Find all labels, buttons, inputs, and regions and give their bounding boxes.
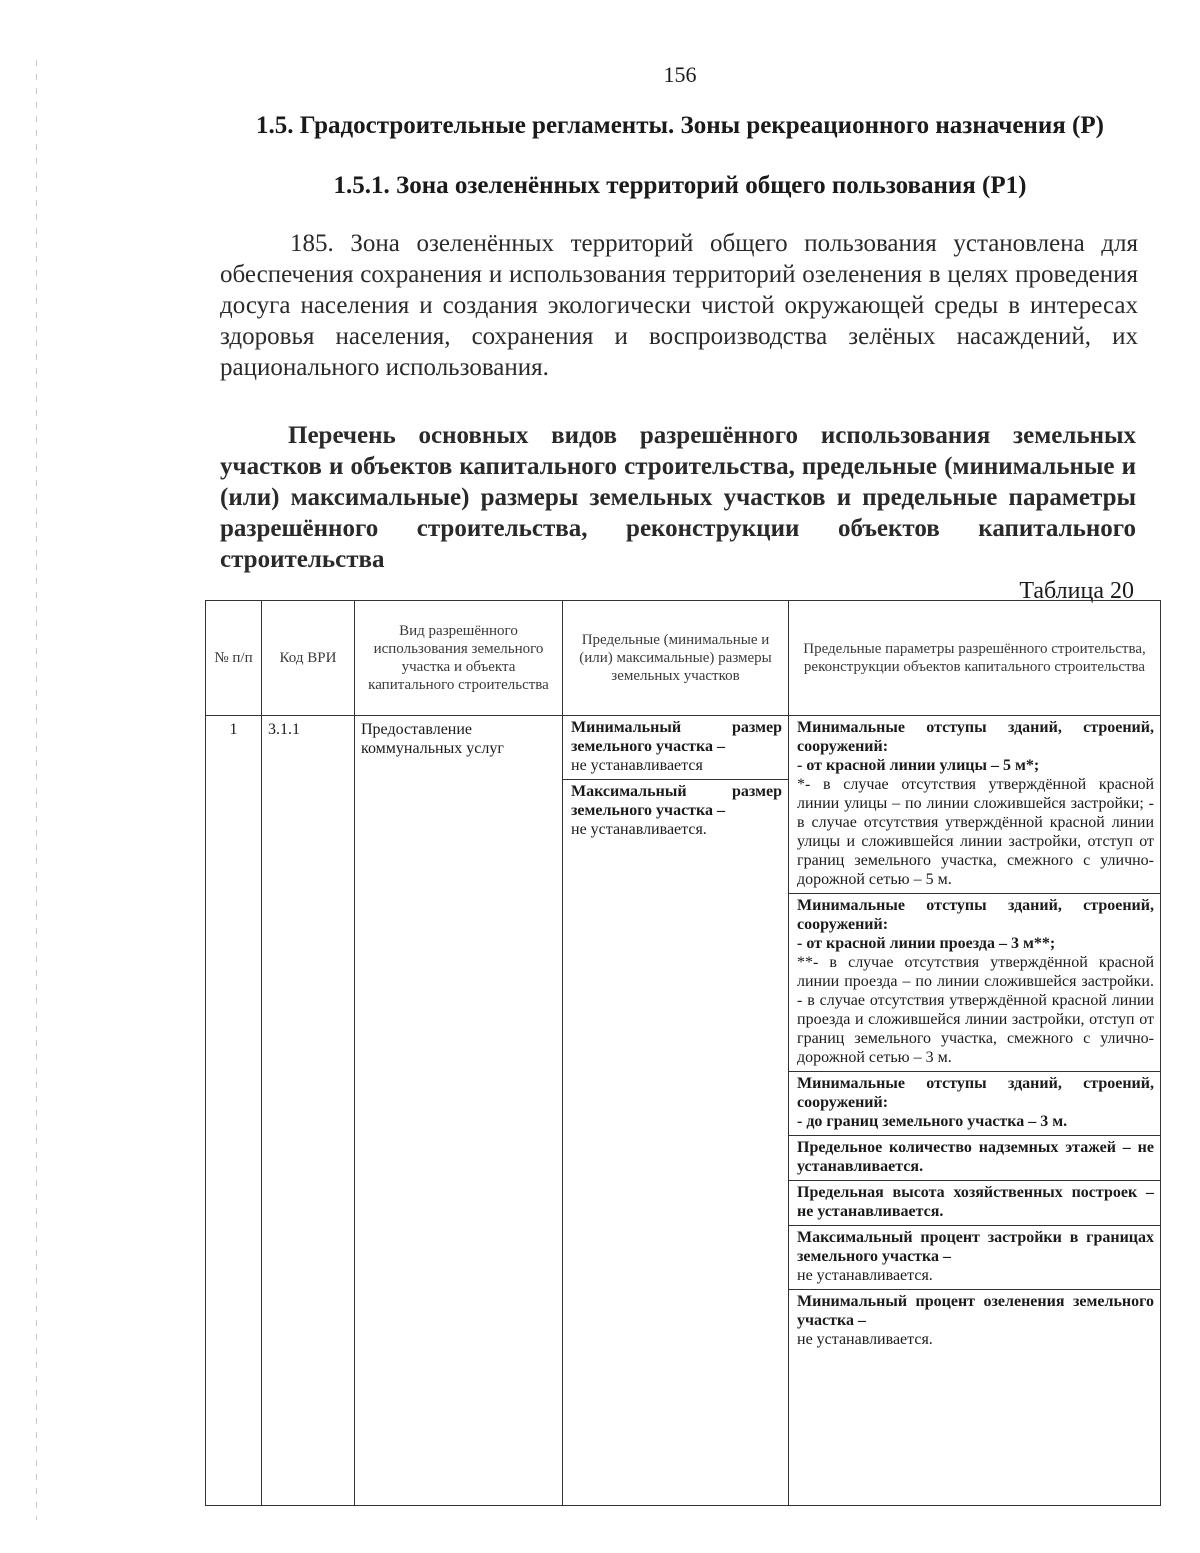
param-text: не устанавливается. [797,1267,933,1284]
scan-margin-line [36,60,37,1520]
header-code: Код ВРИ [262,601,355,716]
param-item [789,716,1160,894]
param-text: не устанавливается. [797,1331,933,1348]
size-item-value: не устанавливается [571,757,703,774]
param-red-line: - до границ земельного участка – 3 м. [797,1113,1068,1130]
param-item [789,894,1160,1072]
table-row [206,716,1161,1506]
table-header-row [206,601,1161,716]
param-item [789,1290,1160,1353]
size-item-min [563,716,788,780]
cell-code: 3.1.1 [262,716,355,1506]
param-item [789,1181,1160,1226]
param-label: Минимальные отступы зданий, строений, сооружений: [797,719,1154,755]
param-text: **- в случае отсутствия утверждённой красной линии проезда – по линии сложившейся застройки. - в случае отсутствия утверждённой красной линии проезда и сложившейся линии застройки, отступ от границ земельного участка, смежного с улично-дорожной сетью – 3 м. [797,954,1154,1066]
param-label: Минимальный процент озеленения земельного участка – [797,1293,1154,1329]
size-item-label: Минимальный размер земельного участка – [571,719,782,755]
page-number: 156 [663,62,697,87]
param-red-line: - от красной линии проезда – 3 м**; [797,935,1056,952]
list-title: Перечень основных видов разрешённого использования земельных участков и объектов капитального строительства, предельные (минимальные и (или) максимальные) размеры земельных участков и предельные параметры разрешённого строительства, реконструкции объектов капитального строительства [220,422,1136,573]
param-item [789,1226,1160,1290]
param-label: Минимальные отступы зданий, строений, сооружений: [797,897,1154,933]
param-label: Предельное количество надземных этажей – не устанавливается. [797,1139,1154,1175]
header-num: № п/п [206,601,262,716]
table-caption: Таблица 20 [1019,578,1134,604]
param-text: *- в случае отсутствия утверждённой красной линии улицы – по линии сложившейся застройки; - в случае отсутствия утверждённой красной линии улицы и сложившейся линии застройки, отступ от границ земельного участка, смежного с улично-дорожной сетью – 5 м. [797,776,1154,888]
size-item-max [563,780,788,843]
cell-num: 1 [206,716,262,1506]
cell-params [789,716,1161,1506]
param-red-line: - от красной линии улицы – 5 м*; [797,757,1040,774]
param-label: Предельная высота хозяйственных построек – не устанавливается. [797,1184,1154,1220]
cell-use: Предоставление коммунальных услуг [355,716,563,1506]
header-sizes: Предельные (минимальные и (или) максимальные) размеры земельных участков [563,601,789,716]
size-item-label: Максимальный размер земельного участка – [571,783,782,819]
param-label: Минимальные отступы зданий, строений, сооружений: [797,1075,1154,1111]
zone-description-paragraph: 185. Зона озеленённых территорий общего пользования установлена для обеспечения сохранения и использования территорий озеленения в целях проведения досуга населения и создания экологически чистой окружающей среды в интересах здоровья населения, сохранения и воспроизводства зелёных насаждений, их рационального использования. [220,230,1138,381]
param-label: Максимальный процент застройки в границах земельного участка – [797,1229,1154,1265]
param-item [789,1136,1160,1181]
size-item-value: не устанавливается. [571,821,707,838]
regulations-table [205,600,1161,1506]
header-params: Предельные параметры разрешённого строительства, реконструкции объектов капитального строительства [789,601,1161,716]
section-heading: 1.5. Градостроительные регламенты. Зоны рекреационного назначения (Р) [256,112,1104,139]
cell-sizes [563,716,789,1506]
param-item [789,1072,1160,1136]
subsection-heading: 1.5.1. Зона озеленённых территорий общего пользования (Р1) [333,172,1027,199]
header-use: Вид разрешённого использования земельного участка и объекта капитального строительства [355,601,563,716]
